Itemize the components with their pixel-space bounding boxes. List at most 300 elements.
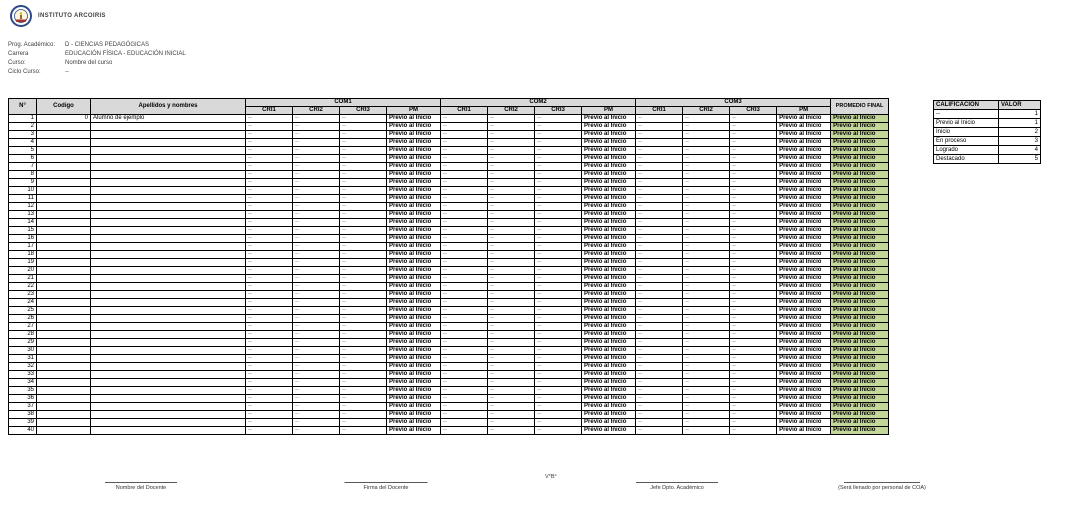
row-number-cell: 35 — [9, 387, 37, 395]
pm-cell: Previo al Inicio — [582, 387, 636, 395]
nombre-cell — [91, 259, 246, 267]
student-row — [9, 331, 889, 339]
cri-cell: -- — [683, 411, 730, 419]
cri-cell: -- — [488, 259, 535, 267]
cri-cell: -- — [293, 147, 340, 155]
pm-cell: Previo al Inicio — [777, 411, 831, 419]
pm-cell: Previo al Inicio — [582, 315, 636, 323]
cri-cell: -- — [340, 179, 387, 187]
cri-cell: -- — [488, 211, 535, 219]
codigo-cell — [37, 331, 91, 339]
nombre-cell — [91, 139, 246, 147]
cri-cell: -- — [441, 235, 488, 243]
cri-cell: -- — [535, 227, 582, 235]
cri-cell: -- — [730, 307, 777, 315]
cri-cell: -- — [340, 171, 387, 179]
cri-cell: -- — [636, 267, 683, 275]
cri-cell: -- — [683, 315, 730, 323]
pm-cell: Previo al Inicio — [582, 155, 636, 163]
row-number-cell: 29 — [9, 339, 37, 347]
scale-header-calificacion: CALIFICACION — [934, 101, 999, 110]
cri-cell: -- — [683, 363, 730, 371]
pm-cell: Previo al Inicio — [387, 283, 441, 291]
nombre-cell — [91, 363, 246, 371]
pm-cell: Previo al Inicio — [582, 363, 636, 371]
calificacion-cell: En proceso — [934, 137, 999, 146]
cri-cell: -- — [293, 227, 340, 235]
cri-cell: -- — [488, 371, 535, 379]
cri-cell: -- — [683, 115, 730, 123]
cri-cell: -- — [293, 115, 340, 123]
nombre-cell — [91, 307, 246, 315]
row-number-cell: 5 — [9, 147, 37, 155]
pm-cell: Previo al Inicio — [777, 419, 831, 427]
cri-cell: -- — [488, 171, 535, 179]
cri-cell: -- — [636, 299, 683, 307]
row-number-cell: 18 — [9, 251, 37, 259]
scale-row — [934, 128, 1041, 137]
cri-cell: -- — [488, 227, 535, 235]
pm-cell: Previo al Inicio — [387, 339, 441, 347]
student-row — [9, 211, 889, 219]
cri-cell: -- — [636, 203, 683, 211]
student-row — [9, 347, 889, 355]
pm-cell: Previo al Inicio — [582, 427, 636, 435]
cri-cell: -- — [730, 363, 777, 371]
codigo-cell: 0 — [37, 115, 91, 123]
cri-cell: -- — [441, 331, 488, 339]
nombre-cell — [91, 291, 246, 299]
promedio-final-cell: Previo al Inicio — [831, 427, 889, 435]
scale-header-valor: VALOR — [999, 101, 1041, 110]
cri-cell: -- — [683, 355, 730, 363]
cri-cell: -- — [488, 291, 535, 299]
cri-cell: -- — [535, 299, 582, 307]
cri-cell: -- — [293, 211, 340, 219]
cri-cell: -- — [246, 139, 293, 147]
col-header-cri1: CRI1 — [246, 107, 293, 115]
cri-cell: -- — [730, 259, 777, 267]
pm-cell: Previo al Inicio — [582, 163, 636, 171]
codigo-cell — [37, 235, 91, 243]
nombre-cell: Alumno de ejemplo — [91, 115, 246, 123]
pm-cell: Previo al Inicio — [777, 171, 831, 179]
student-row — [9, 243, 889, 251]
cri-cell: -- — [636, 363, 683, 371]
cri-cell: -- — [636, 291, 683, 299]
cri-cell: -- — [340, 275, 387, 283]
pm-cell: Previo al Inicio — [777, 235, 831, 243]
cri-cell: -- — [441, 283, 488, 291]
cri-cell: -- — [293, 267, 340, 275]
info-row-curso — [8, 59, 186, 68]
scale-row — [934, 137, 1041, 146]
cri-cell: -- — [441, 275, 488, 283]
pm-cell: Previo al Inicio — [387, 227, 441, 235]
row-number-cell: 2 — [9, 123, 37, 131]
cri-cell: -- — [535, 403, 582, 411]
cri-cell: -- — [535, 339, 582, 347]
row-number-cell: 8 — [9, 171, 37, 179]
row-number-cell: 21 — [9, 275, 37, 283]
cri-cell: -- — [535, 307, 582, 315]
cri-cell: -- — [730, 419, 777, 427]
scale-row — [934, 119, 1041, 128]
cri-cell: -- — [246, 211, 293, 219]
codigo-cell — [37, 251, 91, 259]
cri-cell: -- — [683, 187, 730, 195]
cri-cell: -- — [340, 307, 387, 315]
cri-cell: -- — [441, 323, 488, 331]
scale-row — [934, 146, 1041, 155]
info-value: EDUCACIÓN FÍSICA - EDUCACIÓN INICIAL — [65, 51, 186, 57]
pm-cell: Previo al Inicio — [387, 235, 441, 243]
row-number-cell: 15 — [9, 227, 37, 235]
col-header-cri2: CRI2 — [488, 107, 535, 115]
cri-cell: -- — [488, 283, 535, 291]
cri-cell: -- — [441, 147, 488, 155]
row-number-cell: 9 — [9, 179, 37, 187]
cri-cell: -- — [246, 283, 293, 291]
promedio-final-cell: Previo al Inicio — [831, 155, 889, 163]
cri-cell: -- — [293, 395, 340, 403]
pm-cell: Previo al Inicio — [777, 195, 831, 203]
cri-cell: -- — [246, 171, 293, 179]
valor-cell: 2 — [999, 128, 1041, 137]
calificacion-cell: Previo al Inicio — [934, 119, 999, 128]
row-number-cell: 38 — [9, 411, 37, 419]
cri-cell: -- — [730, 227, 777, 235]
row-number-cell: 39 — [9, 419, 37, 427]
cri-cell: -- — [340, 299, 387, 307]
cri-cell: -- — [293, 259, 340, 267]
signature-label: (Será llenado por personal de COA) — [838, 485, 926, 491]
pm-cell: Previo al Inicio — [387, 395, 441, 403]
signature-line — [844, 482, 920, 483]
cri-cell: -- — [441, 291, 488, 299]
cri-cell: -- — [535, 267, 582, 275]
row-number-cell: 17 — [9, 243, 37, 251]
cri-cell: -- — [730, 163, 777, 171]
cri-cell: -- — [730, 299, 777, 307]
pm-cell: Previo al Inicio — [387, 347, 441, 355]
cri-cell: -- — [488, 187, 535, 195]
cri-cell: -- — [293, 243, 340, 251]
cri-cell: -- — [730, 171, 777, 179]
cri-cell: -- — [441, 299, 488, 307]
cri-cell: -- — [730, 251, 777, 259]
pm-cell: Previo al Inicio — [777, 403, 831, 411]
cri-cell: -- — [246, 355, 293, 363]
cri-cell: -- — [636, 379, 683, 387]
pm-cell: Previo al Inicio — [777, 227, 831, 235]
row-number-cell: 19 — [9, 259, 37, 267]
pm-cell: Previo al Inicio — [582, 395, 636, 403]
nombre-cell — [91, 211, 246, 219]
promedio-final-cell: Previo al Inicio — [831, 387, 889, 395]
cri-cell: -- — [488, 331, 535, 339]
cri-cell: -- — [535, 203, 582, 211]
cri-cell: -- — [683, 275, 730, 283]
col-header-nombres: Apellidos y nombres — [91, 99, 246, 115]
cri-cell: -- — [488, 267, 535, 275]
student-row — [9, 131, 889, 139]
student-row — [9, 283, 889, 291]
pm-cell: Previo al Inicio — [777, 219, 831, 227]
codigo-cell — [37, 411, 91, 419]
student-row — [9, 251, 889, 259]
codigo-cell — [37, 243, 91, 251]
cri-cell: -- — [340, 219, 387, 227]
cri-cell: -- — [636, 323, 683, 331]
cri-cell: -- — [535, 147, 582, 155]
row-number-cell: 30 — [9, 347, 37, 355]
cri-cell: -- — [246, 427, 293, 435]
row-number-cell: 36 — [9, 395, 37, 403]
cri-cell: -- — [535, 235, 582, 243]
student-row — [9, 403, 889, 411]
cri-cell: -- — [636, 387, 683, 395]
cri-cell: -- — [730, 323, 777, 331]
cri-cell: -- — [730, 139, 777, 147]
col-header-com2: COM2 — [441, 99, 636, 107]
codigo-cell — [37, 187, 91, 195]
cri-cell: -- — [535, 115, 582, 123]
promedio-final-cell: Previo al Inicio — [831, 251, 889, 259]
cri-cell: -- — [293, 307, 340, 315]
pm-cell: Previo al Inicio — [387, 411, 441, 419]
codigo-cell — [37, 419, 91, 427]
cri-cell: -- — [246, 331, 293, 339]
student-row — [9, 371, 889, 379]
pm-cell: Previo al Inicio — [582, 331, 636, 339]
cri-cell: -- — [293, 155, 340, 163]
promedio-final-cell: Previo al Inicio — [831, 315, 889, 323]
student-row — [9, 195, 889, 203]
cri-cell: -- — [535, 131, 582, 139]
cri-cell: -- — [340, 339, 387, 347]
cri-cell: -- — [293, 131, 340, 139]
info-row-ciclo — [8, 68, 186, 77]
codigo-cell — [37, 427, 91, 435]
cri-cell: -- — [488, 363, 535, 371]
promedio-final-cell: Previo al Inicio — [831, 347, 889, 355]
student-row — [9, 115, 889, 123]
pm-cell: Previo al Inicio — [777, 187, 831, 195]
cri-cell: -- — [535, 419, 582, 427]
cri-cell: -- — [246, 195, 293, 203]
cri-cell: -- — [730, 371, 777, 379]
cri-cell: -- — [683, 299, 730, 307]
cri-cell: -- — [488, 411, 535, 419]
cri-cell: -- — [340, 211, 387, 219]
student-row — [9, 411, 889, 419]
cri-cell: -- — [488, 179, 535, 187]
cri-cell: -- — [535, 211, 582, 219]
cri-cell: -- — [535, 179, 582, 187]
cri-cell: -- — [340, 291, 387, 299]
nombre-cell — [91, 411, 246, 419]
cri-cell: -- — [488, 195, 535, 203]
row-number-cell: 4 — [9, 139, 37, 147]
promedio-final-cell: Previo al Inicio — [831, 243, 889, 251]
calificacion-cell: Destacado — [934, 155, 999, 164]
signature-line — [105, 482, 177, 483]
cri-cell: -- — [246, 339, 293, 347]
pm-cell: Previo al Inicio — [387, 179, 441, 187]
course-info-block — [8, 41, 186, 77]
cri-cell: -- — [683, 155, 730, 163]
pm-cell: Previo al Inicio — [582, 179, 636, 187]
cri-cell: -- — [340, 235, 387, 243]
pm-cell: Previo al Inicio — [387, 195, 441, 203]
cri-cell: -- — [683, 123, 730, 131]
cri-cell: -- — [246, 419, 293, 427]
pm-cell: Previo al Inicio — [582, 235, 636, 243]
cri-cell: -- — [488, 139, 535, 147]
pm-cell: Previo al Inicio — [777, 275, 831, 283]
pm-cell: Previo al Inicio — [582, 419, 636, 427]
cri-cell: -- — [683, 179, 730, 187]
cri-cell: -- — [441, 195, 488, 203]
cri-cell: -- — [636, 347, 683, 355]
cri-cell: -- — [683, 267, 730, 275]
student-row — [9, 275, 889, 283]
cri-cell: -- — [441, 347, 488, 355]
codigo-cell — [37, 267, 91, 275]
pm-cell: Previo al Inicio — [777, 323, 831, 331]
pm-cell: Previo al Inicio — [582, 379, 636, 387]
promedio-final-cell: Previo al Inicio — [831, 275, 889, 283]
promedio-final-cell: Previo al Inicio — [831, 131, 889, 139]
student-row — [9, 379, 889, 387]
cri-cell: -- — [293, 179, 340, 187]
codigo-cell — [37, 179, 91, 187]
cri-cell: -- — [293, 171, 340, 179]
pm-cell: Previo al Inicio — [387, 355, 441, 363]
cri-cell: -- — [340, 363, 387, 371]
cri-cell: -- — [488, 307, 535, 315]
cri-cell: -- — [683, 243, 730, 251]
cri-cell: -- — [246, 123, 293, 131]
cri-cell: -- — [683, 283, 730, 291]
signature-label: Jefe Dpto. Académico — [650, 485, 704, 491]
cri-cell: -- — [683, 403, 730, 411]
codigo-cell — [37, 403, 91, 411]
cri-cell: -- — [535, 219, 582, 227]
student-row — [9, 163, 889, 171]
cri-cell: -- — [683, 171, 730, 179]
student-row — [9, 179, 889, 187]
col-header-codigo: Codigo — [37, 99, 91, 115]
pm-cell: Previo al Inicio — [777, 179, 831, 187]
codigo-cell — [37, 203, 91, 211]
pm-cell: Previo al Inicio — [387, 259, 441, 267]
promedio-final-cell: Previo al Inicio — [831, 227, 889, 235]
cri-cell: -- — [683, 347, 730, 355]
nombre-cell — [91, 387, 246, 395]
row-number-cell: 10 — [9, 187, 37, 195]
cri-cell: -- — [293, 251, 340, 259]
scale-row — [934, 155, 1041, 164]
info-label: Carrera — [8, 51, 29, 57]
cri-cell: -- — [293, 339, 340, 347]
pm-cell: Previo al Inicio — [777, 267, 831, 275]
cri-cell: -- — [730, 203, 777, 211]
info-row-carrera — [8, 50, 186, 59]
cri-cell: -- — [730, 115, 777, 123]
scale-table-body — [934, 110, 1041, 164]
cri-cell: -- — [730, 267, 777, 275]
codigo-cell — [37, 163, 91, 171]
promedio-final-cell: Previo al Inicio — [831, 259, 889, 267]
cri-cell: -- — [636, 211, 683, 219]
pm-cell: Previo al Inicio — [582, 307, 636, 315]
nombre-cell — [91, 347, 246, 355]
codigo-cell — [37, 307, 91, 315]
cri-cell: -- — [683, 211, 730, 219]
student-row — [9, 123, 889, 131]
cri-cell: -- — [535, 323, 582, 331]
pm-cell: Previo al Inicio — [777, 347, 831, 355]
col-header-pm: PM — [387, 107, 441, 115]
student-row — [9, 299, 889, 307]
pm-cell: Previo al Inicio — [387, 403, 441, 411]
nombre-cell — [91, 339, 246, 347]
cri-cell: -- — [246, 219, 293, 227]
info-value: Nombre del curso — [65, 60, 113, 66]
cri-cell: -- — [535, 427, 582, 435]
cri-cell: -- — [293, 331, 340, 339]
cri-cell: -- — [636, 419, 683, 427]
promedio-final-cell: Previo al Inicio — [831, 331, 889, 339]
cri-cell: -- — [441, 171, 488, 179]
cri-cell: -- — [246, 251, 293, 259]
cri-cell: -- — [293, 275, 340, 283]
promedio-final-cell: Previo al Inicio — [831, 339, 889, 347]
nombre-cell — [91, 275, 246, 283]
cri-cell: -- — [683, 131, 730, 139]
signature-line — [636, 482, 718, 483]
pm-cell: Previo al Inicio — [582, 299, 636, 307]
cri-cell: -- — [535, 163, 582, 171]
nombre-cell — [91, 203, 246, 211]
codigo-cell — [37, 139, 91, 147]
promedio-final-cell: Previo al Inicio — [831, 235, 889, 243]
cri-cell: -- — [730, 155, 777, 163]
promedio-final-cell: Previo al Inicio — [831, 219, 889, 227]
row-number-cell: 33 — [9, 371, 37, 379]
cri-cell: -- — [293, 139, 340, 147]
col-header-cri2: CRI2 — [293, 107, 340, 115]
promedio-final-cell: Previo al Inicio — [831, 403, 889, 411]
cri-cell: -- — [535, 283, 582, 291]
cri-cell: -- — [535, 395, 582, 403]
cri-cell: -- — [246, 267, 293, 275]
codigo-cell — [37, 283, 91, 291]
cri-cell: -- — [246, 275, 293, 283]
cri-cell: -- — [246, 203, 293, 211]
cri-cell: -- — [441, 139, 488, 147]
promedio-final-cell: Previo al Inicio — [831, 211, 889, 219]
cri-cell: -- — [441, 187, 488, 195]
cri-cell: -- — [441, 131, 488, 139]
cri-cell: -- — [340, 115, 387, 123]
row-number-cell: 16 — [9, 235, 37, 243]
cri-cell: -- — [636, 235, 683, 243]
info-row-programa — [8, 41, 186, 50]
cri-cell: -- — [636, 131, 683, 139]
